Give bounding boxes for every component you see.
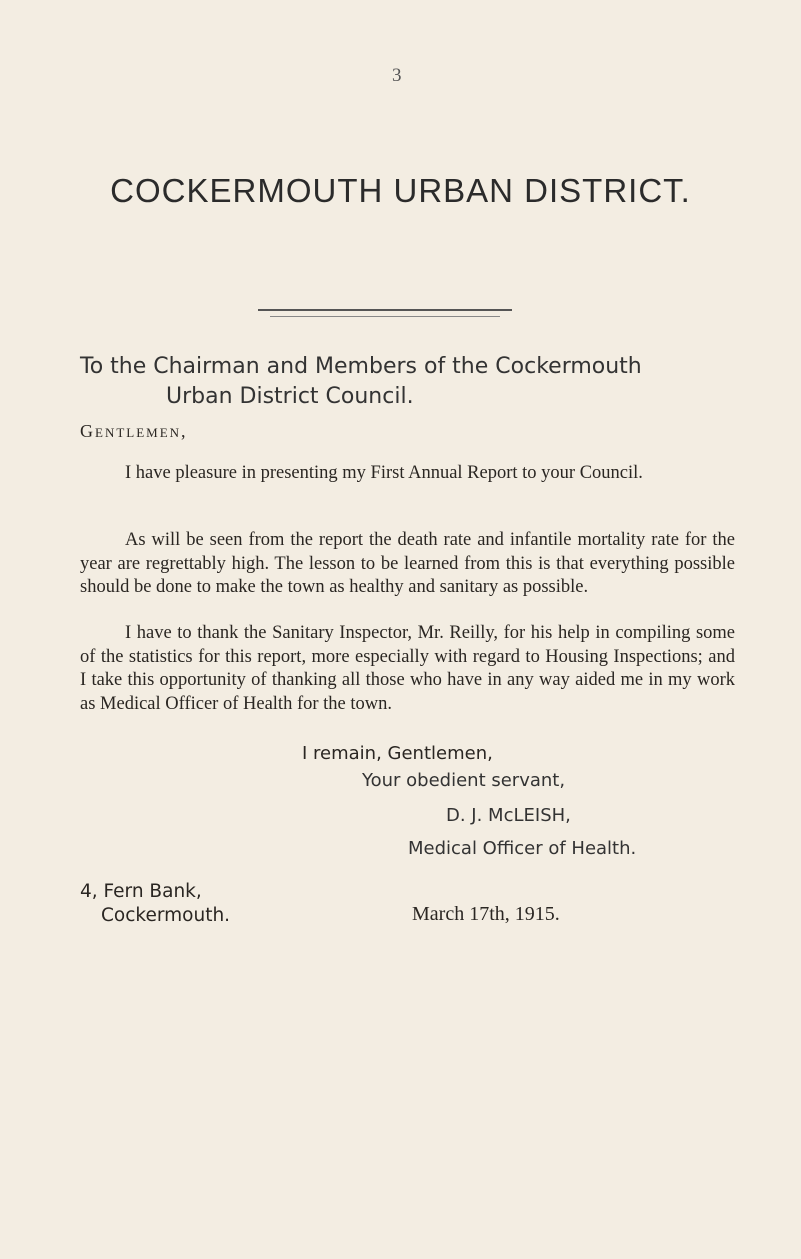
- title-rule: [258, 309, 512, 311]
- page-title: COCKERMOUTH URBAN DISTRICT.: [110, 172, 691, 209]
- addressee-line-1: To the Chairman and Members of the Cockermouth: [80, 354, 642, 379]
- salutation: Gentlemen,: [80, 421, 188, 441]
- paragraph-3: I have to thank the Sanitary Inspector, Mr. Reilly, for his help in compiling some of the statistics for this report, more especially with regard to Housing Inspections; and I take this opportunity of thanking all those who have in any way aided me in my work as Medical Officer of Health for the town.: [80, 623, 735, 714]
- paragraph-2: As will be seen from the report the death rate and infantile mortality rate for the year are regrettably high. The lesson to be learned from this is that everything possible should be done to make the town as healthy and sanitary as possible.: [80, 530, 735, 597]
- signature-valediction: Your obedient servant,: [362, 770, 566, 791]
- addressee-line-2: Urban District Council.: [166, 384, 414, 409]
- sender-address-line-1: 4, Fern Bank,: [80, 881, 202, 902]
- paragraph-1: I have pleasure in presenting my First Annual Report to your Council.: [125, 463, 643, 483]
- letter-date: March 17th, 1915.: [412, 903, 560, 925]
- title-rule-secondary: [270, 316, 500, 317]
- signature-role: Medical Officer of Health.: [408, 838, 637, 859]
- page-number: 3: [392, 65, 402, 86]
- sender-address: [80, 880, 230, 928]
- addressee: [80, 352, 642, 412]
- sender-address-line-2: Cockermouth.: [101, 905, 231, 926]
- closing: I remain, Gentlemen,: [302, 743, 493, 764]
- signature-name: D. J. McLEISH,: [446, 805, 571, 826]
